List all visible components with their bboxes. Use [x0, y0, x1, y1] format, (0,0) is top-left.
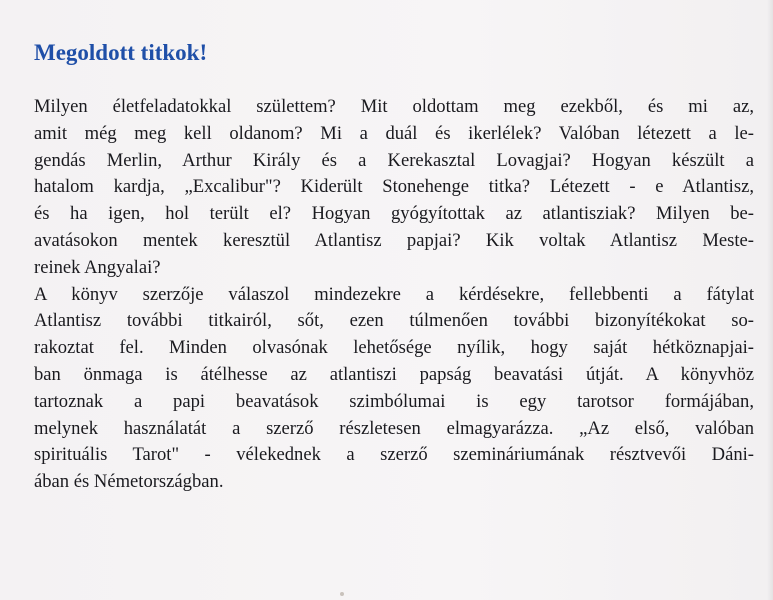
- text-line: melynek használatát a szerző részletesen elmagyarázza. „Az első, valóban: [34, 417, 754, 439]
- text-line: tartoznak a papi beavatások szimbólumai is egy tarotsor formájában,: [34, 390, 754, 412]
- page-edge-shadow: [767, 0, 773, 600]
- text-line: Atlantisz további titkairól, sőt, ezen túlmenően további bizonyítékokat so-: [34, 310, 754, 332]
- text-line: rakoztat fel. Minden olvasónak lehetősége nyílik, hogy saját hétköznapjai-: [34, 337, 754, 359]
- text-line: spirituális Tarot" - vélekednek a szerző szemináriumának résztvevői Dáni-: [34, 444, 754, 466]
- text-line: ban önmaga is átélhesse az atlantiszi papság beavatási útját. A könyvhöz: [34, 363, 754, 385]
- text-line: ában és Németországban.: [34, 471, 224, 493]
- text-line: gendás Merlin, Arthur Király és a Kerekasztal Lovagjai? Hogyan készült a: [34, 149, 754, 171]
- text-line: reinek Angyalai?: [34, 256, 161, 278]
- paper-speck: [340, 592, 344, 596]
- blurb-text: [34, 94, 754, 496]
- text-line: amit még meg kell oldanom? Mi a duál és ikerlélek? Valóban létezett a le-: [34, 122, 754, 144]
- text-line: és ha igen, hol terült el? Hogyan gyógyítottak az atlantisziak? Milyen be-: [34, 203, 754, 225]
- text-line: hatalom kardja, „Excalibur"? Kiderült Stonehenge titka? Létezett - e Atlantisz,: [34, 176, 754, 198]
- page-heading: Megoldott titkok!: [34, 40, 208, 65]
- paragraph-questions: [34, 94, 754, 282]
- text-line: avatásokon mentek keresztül Atlantisz papjai? Kik voltak Atlantisz Meste-: [34, 229, 754, 251]
- text-line: A könyv szerzője válaszol mindezekre a kérdésekre, fellebbenti a fátylat: [34, 283, 754, 305]
- paragraph-answers: [34, 282, 754, 496]
- text-line: Milyen életfeladatokkal születtem? Mit oldottam meg ezekből, és mi az,: [34, 96, 754, 117]
